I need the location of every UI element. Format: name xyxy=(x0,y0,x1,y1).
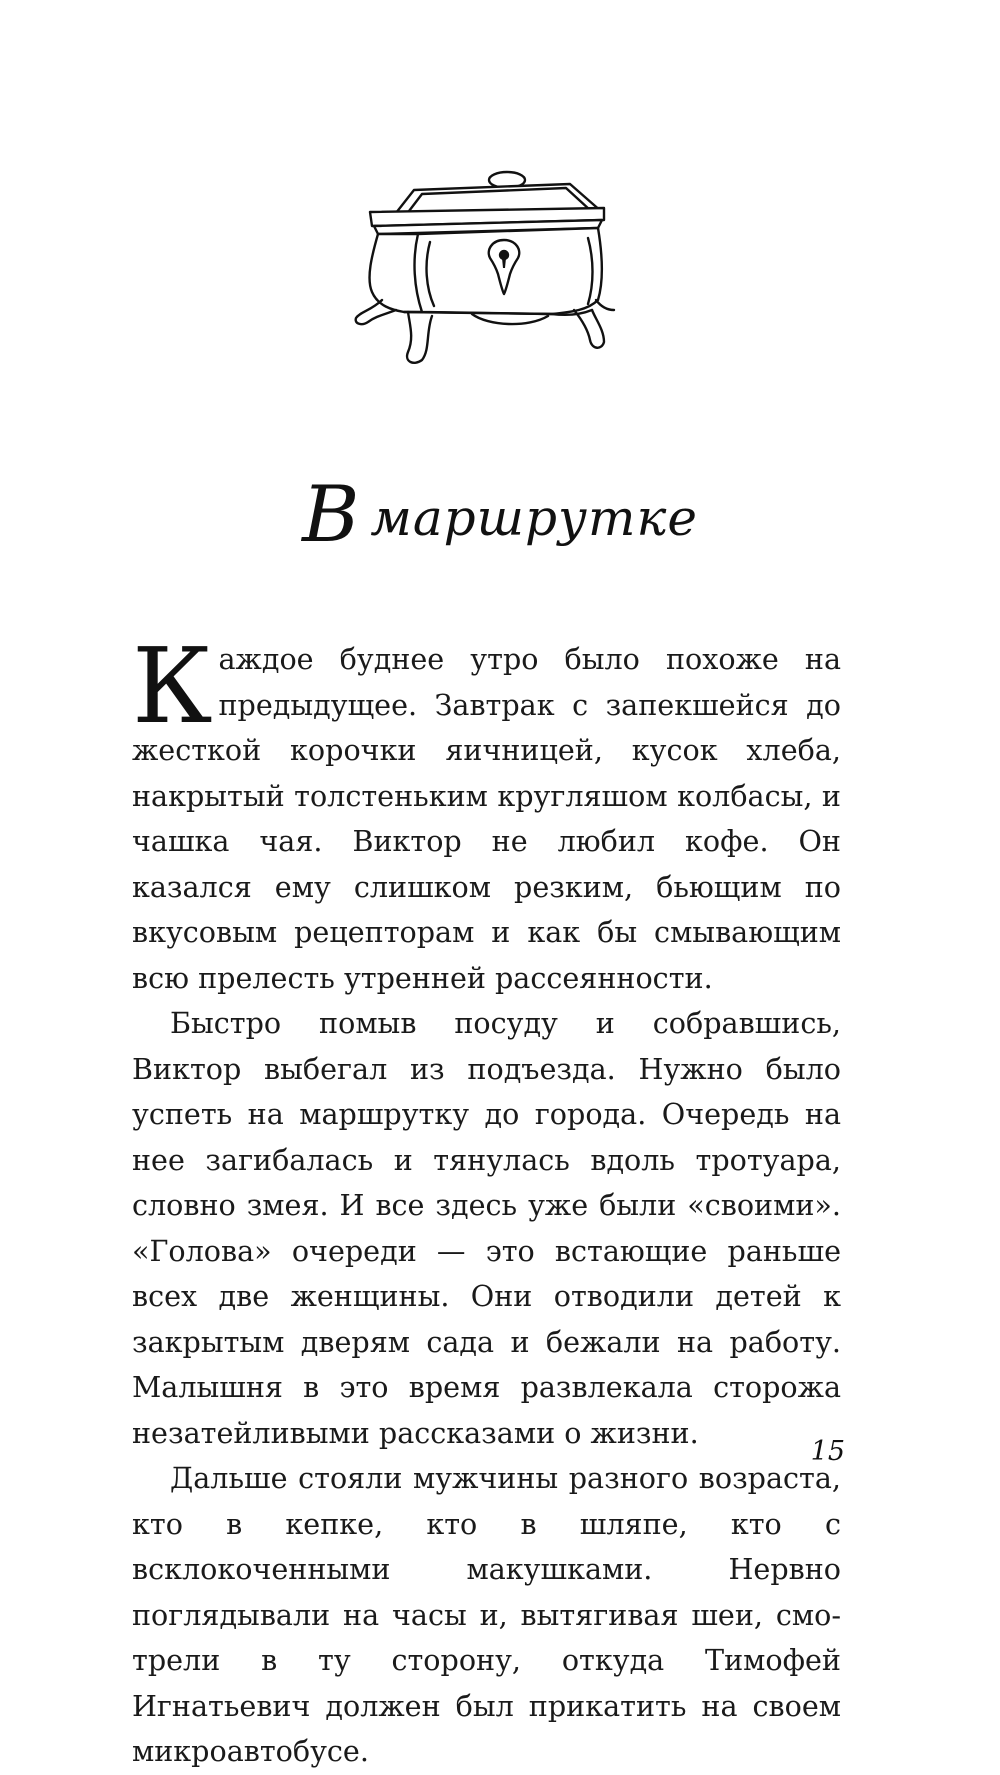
jewelry-box-icon xyxy=(352,160,622,375)
chapter-title-initial: В xyxy=(302,470,361,560)
paragraph-1-text: аждое буднее утро было похоже на предыдущее. Завтрак с запекшейся до жесткой корочки яичницей, кусок хлеба, накрытый толстеньким кругляшом колбасы, и чашка чая. Виктор не любил кофе. Он казался ему слишком резким, бьющим по вкусовым рецепторам и как бы смывающим всю прелесть утренней рассеянности. xyxy=(132,642,841,995)
chapter-title xyxy=(0,470,1000,560)
drop-cap: К xyxy=(132,625,213,747)
paragraph-3: Дальше стояли мужчины разного возраста, кто в кепке, кто в шляпе, кто с всклокоченными макушками. Нервно поглядывали на часы и, вытягивая шеи, смотрели в ту сторону, откуда Тимофей Игнатьевич должен был прикатить на своем микроавтобусе. xyxy=(132,1461,841,1768)
chapter-title-rest: маршрутке xyxy=(370,489,698,547)
page-number: 15 xyxy=(810,1436,845,1467)
paragraph-1 xyxy=(132,625,841,1001)
body-text xyxy=(132,625,841,1775)
paragraph-2: Быстро помыв посуду и собравшись, Виктор выбегал из подъезда. Нужно было успеть на маршрутку до города. Очередь на нее загибалась и тянулась вдоль тротуара, словно змея. И все здесь уже были «своими». «Голова» очереди — это встающие раньше всех две женщины. Они отводили детей к закрытым дверям сада и бежали на работу. Малышня в это время развлекала сторожа незатейливыми рассказами о жизни. xyxy=(132,1006,841,1450)
